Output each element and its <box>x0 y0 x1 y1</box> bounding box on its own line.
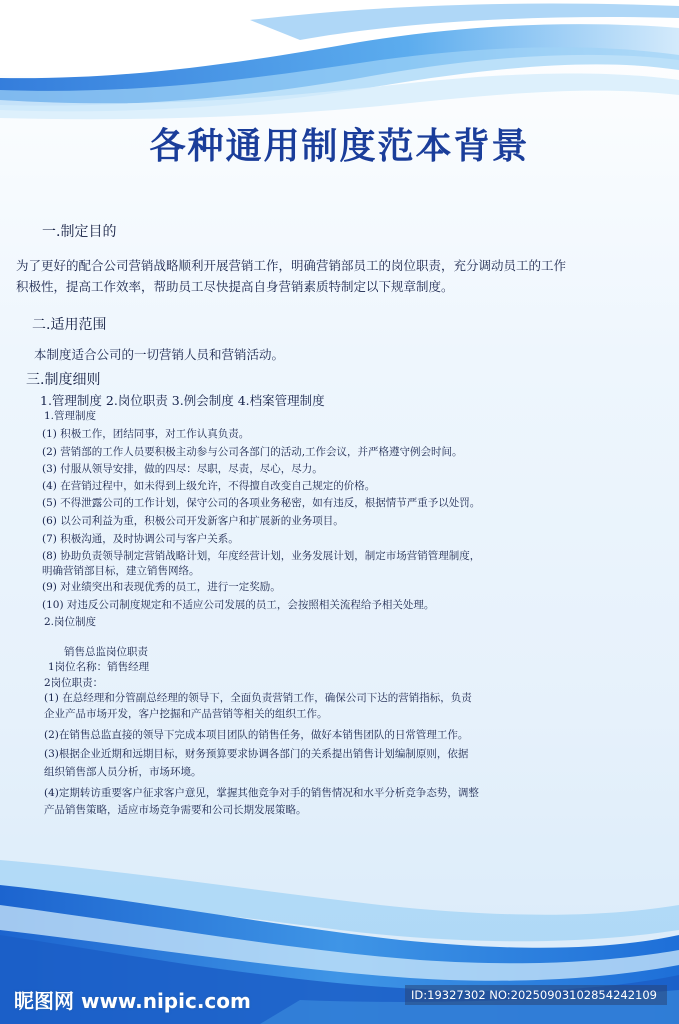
duty-item: (4)定期转访重要客户征求客户意见，掌握其他竞争对手的销售情况和水平分析竞争态势，调整 <box>44 787 479 799</box>
duty-item: 企业产品市场开发，客户挖掘和产品营销等相关的组织工作。 <box>44 708 328 720</box>
management-item: (4) 在营销过程中，如未得到上级允许，不得擅自改变自己规定的价格。 <box>42 480 376 492</box>
post-name: 1岗位名称：销售经理 <box>48 661 150 673</box>
management-item: (8) 协助负责领导制定营销战略计划，年度经营计划，业务发展计划，制定市场营销管理制度， <box>42 550 481 562</box>
management-item: (5) 不得泄露公司的工作计划，保守公司的各项业务秘密，如有违反，根据情节严重予以处罚。 <box>42 497 481 509</box>
management-item: (6) 以公司利益为重，积极公司开发新客户和扩展新的业务项目。 <box>42 515 344 527</box>
management-item: (9) 对业绩突出和表现优秀的员工，进行一定奖励。 <box>42 581 281 593</box>
post-duties-label: 2岗位职责： <box>44 677 104 689</box>
management-item: (2) 营销部的工作人员要积极主动参与公司各部门的活动,工作会议，并严格遵守例会时间。 <box>42 446 463 458</box>
management-item: (1) 积极工作，团结同事，对工作认真负责。 <box>42 428 250 440</box>
section-3-heading: 三.制度细则 <box>26 372 101 388</box>
page-title: 各种通用制度范本背景 <box>149 126 530 167</box>
duty-item: 组织销售部人员分析，市场环境。 <box>44 766 202 778</box>
section-1-heading: 一.制定目的 <box>42 224 117 240</box>
section-1-line-2: 积极性，提高工作效率，帮助员工尽快提高自身营销素质特制定以下规章制度。 <box>16 279 454 294</box>
management-item: (10) 对违反公司制度规定和不适应公司发展的员工，会按照相关流程给予相关处理。 <box>42 599 435 611</box>
section-2-heading: 二.适用范围 <box>32 317 107 333</box>
post-subtitle: 销售总监岗位职责 <box>64 646 148 658</box>
watermark-bar <box>0 977 679 1024</box>
management-title: 1.管理制度 <box>44 410 97 422</box>
image-id-label: ID:19327302 NO:20250903102854242109 <box>405 985 667 1005</box>
site-watermark: 昵图网 www.nipic.com <box>14 989 251 1013</box>
section-2-line-1: 本制度适合公司的一切营销人员和营销活动。 <box>34 347 285 362</box>
duty-item: (3)根据企业近期和远期目标，财务预算要求协调各部门的关系提出销售计划编制原则，依据 <box>44 748 469 760</box>
management-item: (3) 付服从领导安排，做的四尽：尽职，尽责，尽心，尽力。 <box>42 463 323 475</box>
duty-item: 产品销售策略，适应市场竞争需要和公司长期发展策略。 <box>44 804 307 816</box>
section-3-subsections: 1.管理制度 2.岗位职责 3.例会制度 4.档案管理制度 <box>40 393 325 408</box>
duty-item: (2)在销售总监直接的领导下完成本项目团队的销售任务，做好本销售团队的日常管理工作。 <box>44 729 469 741</box>
management-item: 明确营销部目标，建立销售网络。 <box>42 565 200 577</box>
management-item: (7) 积极沟通，及时协调公司与客户关系。 <box>42 533 239 545</box>
section-1-line-1: 为了更好的配合公司营销战略顺利开展营销工作，明确营销部员工的岗位职责，充分调动员工的工作 <box>16 258 567 273</box>
duty-item: (1) 在总经理和分管副总经理的领导下，全面负责营销工作，确保公司下达的营销指标，负责 <box>44 692 472 704</box>
post-title: 2.岗位制度 <box>44 616 97 628</box>
